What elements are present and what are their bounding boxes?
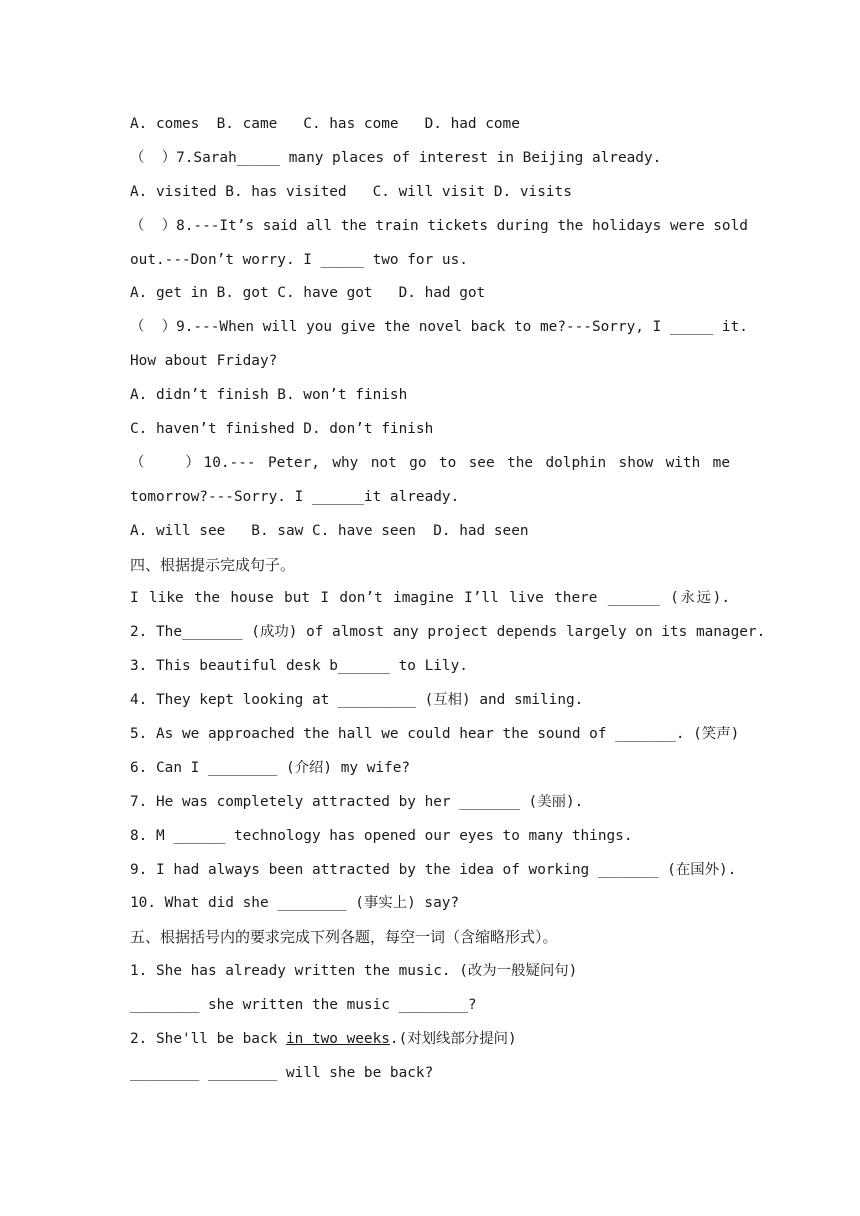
q9-options-ab: A. didn’t finish B. won’t finish <box>130 387 408 404</box>
s4-item-2: 2. The_______ (成功) of almost any project depends largely on its manager. <box>130 624 766 641</box>
s4-item-10: 10. What did she ________ (事实上) say? <box>130 895 460 912</box>
s4-item-1: I like the house but I don’t imagine I’ll live there ______ (永远). <box>130 590 730 607</box>
s5-item-2-underlined: in two weeks <box>285 1031 390 1048</box>
s5-item-2-prefix: 2. She'll be back <box>130 1031 286 1048</box>
s5-item-2-stem <box>130 1023 730 1057</box>
s4-item-8: 8. M ______ technology has opened our eyes to many things. <box>130 827 633 844</box>
q9-stem-line2: How about Friday? <box>130 353 278 370</box>
worksheet-page <box>130 108 766 1091</box>
q10-stem-line2: tomorrow?---Sorry. I ______it already. <box>130 488 460 505</box>
q9-options-cd: C. haven’t finished D. don’t finish <box>130 421 434 438</box>
q7-stem: （ ）7.Sarah_____ many places of interest in Beijing already. <box>130 149 662 166</box>
s4-item-4: 4. They kept looking at _________ (互相) and smiling. <box>130 692 584 709</box>
q9-stem-line1: （ ）9.---When will you give the novel back to me?---Sorry, I _____ it. <box>130 319 748 336</box>
s5-item-1-stem: 1. She has already written the music. (改为一般疑问句) <box>130 963 578 980</box>
s5-item-1-answer: ________ she written the music ________? <box>130 997 477 1014</box>
s4-item-3: 3. This beautiful desk b______ to Lily. <box>130 658 468 675</box>
s4-item-6: 6. Can I ________ (介绍) my wife? <box>130 759 411 776</box>
section-5-heading: 五、根据括号内的要求完成下列各题，每空一词（含缩略形式）。 <box>130 928 558 947</box>
q10-stem-line1: （ ）10.--- Peter, why not go to see the dolphin show with me <box>130 454 730 471</box>
q7-options: A. visited B. has visited C. will visit D. visits <box>130 183 572 200</box>
s5-item-2-suffix: .(对划线部分提问) <box>389 1031 517 1048</box>
s4-item-9: 9. I had always been attracted by the idea of working _______ (在国外). <box>130 861 737 878</box>
q8-options: A. get in B. got C. have got D. had got <box>130 285 486 302</box>
q10-options: A. will see B. saw C. have seen D. had seen <box>130 522 529 539</box>
q6-options: A. comes B. came C. has come D. had come <box>130 116 520 132</box>
q8-stem-line2: out.---Don’t worry. I _____ two for us. <box>130 251 468 268</box>
section-4-heading: 四、根据提示完成句子。 <box>130 555 296 574</box>
q8-stem-line1: （ ）8.---It’s said all the train tickets during the holidays were sold <box>130 217 748 234</box>
s5-item-2-answer: ________ ________ will she be back? <box>130 1064 434 1081</box>
s4-item-7: 7. He was completely attracted by her _______ (美丽). <box>130 793 584 810</box>
s4-item-5: 5. As we approached the hall we could hear the sound of _______. (笑声) <box>130 726 740 743</box>
